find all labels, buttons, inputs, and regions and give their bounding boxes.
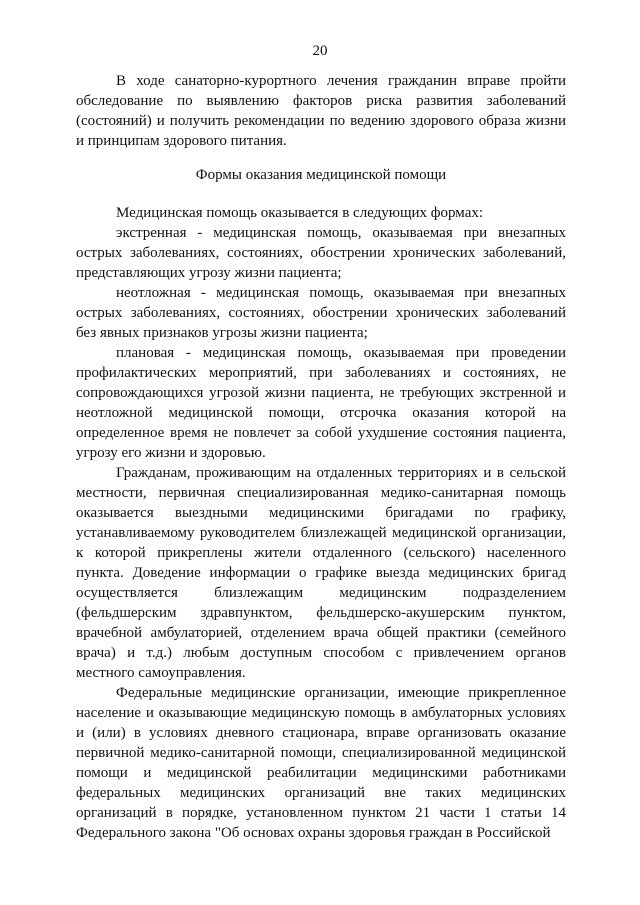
paragraph-federal-organizations: Федеральные медицинские организации, имеющие прикрепленное население и оказывающие медицинскую помощь в амбулаторных условиях и (или) в условиях дневного стационара, вправе организовать оказание первичной медико-санитарной помощи, специализированной медицинской помощи и медицинской реабилитации медицинскими работниками федеральных медицинских организаций вне таких медицинских организаций в порядке, установленном пунктом 21 части 1 статьи 14 Федерального закона "Об основах охраны здоровья граждан в Российской: [76, 685, 566, 841]
document-body: [76, 71, 566, 843]
paragraph-planned: плановая - медицинская помощь, оказываемая при проведении профилактических мероприятий, при заболеваниях и состояниях, не сопровождающихся угрозой жизни пациента, не требующих экстренной и неотложной медицинской помощи, отсрочка оказания которой на определенное время не повлечет за собой ухудшение состояния пациента, угрозу его жизни и здоровью.: [76, 345, 566, 461]
section-heading: Формы оказания медицинской помощи: [195, 167, 447, 183]
paragraph-remote-territories: Гражданам, проживающим на отдаленных территориях и в сельской местности, первичная специализированная медико-санитарная помощь оказывается выездными медицинскими бригадами по графику, устанавливаемому руководителем близлежащей медицинской организации, к которой прикреплены жители отдаленного (сельского) населенного пункта. Доведение информации о графике выезда медицинских бригад осуществляется близлежащим медицинским подразделением (фельдшерским здравпунктом, фельдшерско-акушерским пунктом, врачебной амбулаторией, отделением врача общей практики (семейного врача) и т.д.) любым доступным способом с привлечением органов местного самоуправления.: [76, 465, 566, 681]
paragraph-forms-intro: Медицинская помощь оказывается в следующих формах:: [116, 205, 484, 221]
paragraph-examination: В ходе санаторно-курортного лечения гражданин вправе пройти обследование по выявлению факторов риска развития заболеваний (состояний) и получить рекомендации по ведению здорового образа жизни и принципам здорового питания.: [76, 73, 566, 149]
page-number: 20: [312, 43, 328, 59]
paragraph-emergency: экстренная - медицинская помощь, оказываемая при внезапных острых заболеваниях, состояниях, обострении хронических заболеваний, представляющих угрозу жизни пациента;: [76, 225, 566, 281]
paragraph-urgent: неотложная - медицинская помощь, оказываемая при внезапных острых заболеваниях, состояниях, обострении хронических заболеваний без явных признаков угрозы жизни пациента;: [76, 285, 566, 341]
